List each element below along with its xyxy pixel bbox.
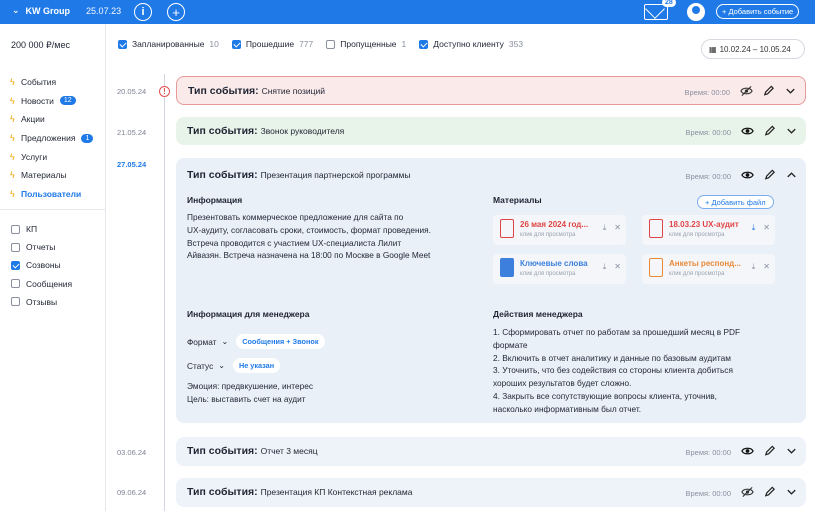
event-time: Время: 00:00 xyxy=(685,489,731,498)
checkbox[interactable] xyxy=(11,297,20,306)
sidebar-item-users[interactable]: ϟ Пользователи xyxy=(10,188,82,199)
bolt-icon: ϟ xyxy=(10,114,15,125)
pencil-icon[interactable] xyxy=(763,445,776,457)
filter-calls[interactable]: Созвоны xyxy=(11,256,72,274)
file-actions xyxy=(603,262,621,272)
manager-actions-list: 1. Сформировать отчет по работам за прошедший месяц в PDF формате 2. Включить в отчет аналитику и данные по базовым аудитам 3. Уточнить, что без содействия со стороны клиента добиться хороших результатов будет сложно. 4. Закрыть все сопутствующие вопросы клиента, уточнив, насколько информативным был отчет. xyxy=(493,327,741,414)
event-date: 09.06.24 xyxy=(117,488,147,497)
event-card[interactable] xyxy=(176,478,806,507)
price-label: 200 000 ₽/мес xyxy=(11,40,70,50)
event-time: Время: 00:00 xyxy=(685,128,731,137)
event-title: Тип события: Презентация партнерской программы xyxy=(187,169,411,181)
chevron-up-icon[interactable] xyxy=(785,169,798,181)
mail-badge: 28 xyxy=(662,0,676,7)
event-title: Тип события: Звонок руководителя xyxy=(187,125,345,137)
pencil-icon[interactable] xyxy=(763,486,776,498)
chevron-down-icon[interactable] xyxy=(785,125,798,137)
current-date: 25.07.23 xyxy=(86,5,122,16)
event-title: Тип события: Презентация КП Контекстная реклама xyxy=(187,486,413,498)
sidebar-item-events[interactable]: ϟ События xyxy=(10,77,57,88)
format-row: Формат ⌄ Сообщения + Звонок xyxy=(187,334,325,349)
avatar[interactable] xyxy=(687,3,705,21)
status-filters xyxy=(118,39,523,49)
pdf-file-icon xyxy=(500,219,514,238)
company-switcher[interactable] xyxy=(12,5,121,16)
timeline-line xyxy=(164,74,165,511)
sidebar xyxy=(0,24,106,511)
event-time: Время: 00:00 xyxy=(685,448,731,457)
bolt-icon: ϟ xyxy=(10,95,15,106)
top-bar xyxy=(0,0,815,24)
chevron-down-icon[interactable] xyxy=(785,486,798,498)
info-icon[interactable]: i xyxy=(134,3,152,21)
event-actions xyxy=(741,125,798,137)
sidebar-nav xyxy=(10,73,93,203)
checkbox[interactable] xyxy=(419,40,428,49)
checkbox[interactable] xyxy=(11,225,20,234)
event-date: 21.05.24 xyxy=(117,128,147,137)
filter-past[interactable]: Прошедшие 777 xyxy=(232,39,313,49)
bolt-icon: ϟ xyxy=(10,133,15,144)
filter-reviews[interactable]: Отзывы xyxy=(11,293,72,311)
event-title: Тип события: Отчет 3 месяц xyxy=(187,445,318,457)
eye-icon[interactable] xyxy=(741,125,754,137)
sidebar-item-materials[interactable]: ϟ Материалы xyxy=(10,170,67,181)
checkbox[interactable] xyxy=(118,40,127,49)
close-icon[interactable]: ✕ xyxy=(763,262,770,271)
eye-off-icon[interactable] xyxy=(741,486,754,498)
event-date: 03.06.24 xyxy=(117,448,147,457)
news-count-badge: 12 xyxy=(60,96,76,105)
filter-kp[interactable]: КП xyxy=(11,220,72,238)
bolt-icon: ϟ xyxy=(10,170,15,181)
event-card[interactable] xyxy=(176,76,806,105)
sidebar-item-promos[interactable]: ϟ Акции xyxy=(10,114,45,125)
add-file-button[interactable]: + Добавить файл xyxy=(697,195,774,209)
format-value[interactable]: Сообщения + Звонок xyxy=(236,334,324,349)
file-item[interactable]: 18.03.23 UX-аудит клик для просмотра ⤓ ✕ xyxy=(642,215,775,245)
checkbox[interactable] xyxy=(11,243,20,252)
checkbox[interactable] xyxy=(11,261,20,270)
event-date: 20.05.24 xyxy=(117,87,147,96)
file-item[interactable]: Ключевые слова клик для просмотра ⤓ ✕ xyxy=(493,254,626,284)
manager-info-title: Информация для менеджера xyxy=(187,309,310,319)
close-icon[interactable]: ✕ xyxy=(614,262,621,271)
checkbox[interactable] xyxy=(232,40,241,49)
manager-notes: Эмоция: предвкушение, интерес Цель: выставить счет на аудит xyxy=(187,381,313,404)
manager-actions-title: Действия менеджера xyxy=(493,309,583,319)
file-item[interactable]: Анкеты респонд... клик для просмотра ⤓ ✕ xyxy=(642,254,775,284)
pdf-file-icon xyxy=(649,219,663,238)
bolt-icon: ϟ xyxy=(10,151,15,162)
sidebar-item-news[interactable]: ϟ Новости 12 xyxy=(10,92,93,111)
file-actions xyxy=(752,223,770,233)
file-actions xyxy=(603,223,621,233)
materials-title: Материалы xyxy=(493,195,542,205)
filter-planned[interactable]: Запланированные 10 xyxy=(118,39,219,49)
event-actions xyxy=(741,486,798,498)
event-actions xyxy=(741,445,798,457)
add-event-button[interactable]: + Добавить событие xyxy=(716,4,799,19)
offers-count-badge: 1 xyxy=(81,134,93,143)
close-icon[interactable]: ✕ xyxy=(763,223,770,232)
filter-reports[interactable]: Отчеты xyxy=(11,238,72,256)
chevron-down-icon: ⌄ xyxy=(12,5,20,15)
event-actions xyxy=(740,85,797,97)
download-icon[interactable]: ⤓ xyxy=(751,223,756,232)
company-name: KW Group xyxy=(25,5,71,16)
bolt-icon: ϟ xyxy=(10,188,15,199)
doc-file-icon xyxy=(500,258,514,277)
filter-client-visible[interactable]: Доступно клиенту 353 xyxy=(419,39,523,49)
checkbox[interactable] xyxy=(326,40,335,49)
event-card[interactable] xyxy=(176,437,806,466)
chevron-down-icon[interactable] xyxy=(784,85,797,97)
sidebar-divider xyxy=(0,209,105,210)
code-file-icon xyxy=(649,258,663,277)
bolt-icon: ϟ xyxy=(10,77,15,88)
filter-missed[interactable]: Пропущенные 1 xyxy=(326,39,406,49)
event-time: Время: 00:00 xyxy=(684,88,730,97)
status-value[interactable]: Не указан xyxy=(233,358,280,373)
checkbox[interactable] xyxy=(11,279,20,288)
chevron-down-icon[interactable]: ⌄ xyxy=(221,337,229,346)
download-icon[interactable]: ⤓ xyxy=(751,262,756,271)
file-item[interactable]: 26 мая 2024 год... клик для просмотра ⤓ ✕ xyxy=(493,215,626,245)
sidebar-item-offers[interactable]: ϟ Предложения 1 xyxy=(10,129,93,148)
add-icon[interactable]: + xyxy=(167,3,185,21)
chevron-down-icon[interactable]: ⌄ xyxy=(218,361,225,370)
event-date: 27.05.24 xyxy=(117,160,147,169)
type-filters xyxy=(11,220,72,311)
pencil-icon[interactable] xyxy=(762,85,775,97)
status-row: Статус ⌄ Не указан xyxy=(187,358,280,373)
pencil-icon[interactable] xyxy=(763,125,776,137)
pencil-icon[interactable] xyxy=(763,169,776,181)
eye-icon[interactable] xyxy=(741,445,754,457)
eye-icon[interactable] xyxy=(741,169,754,181)
download-icon[interactable]: ⤓ xyxy=(602,262,607,271)
eye-off-icon[interactable] xyxy=(740,85,753,97)
alert-icon: ! xyxy=(159,86,170,97)
calendar-icon: ▦ xyxy=(709,44,717,54)
file-actions xyxy=(752,262,770,272)
download-icon[interactable]: ⤓ xyxy=(602,223,607,232)
info-text: Презентовать коммерческое предложение для сайта по UX-аудиту, согласовать сроки, стоимость, формат проведения. Встреча проводится с участием UX-специалиста Лилит Айвазян. Встреча назначена на 18:00 по Москве в Google Meet xyxy=(187,212,431,261)
chevron-down-icon[interactable] xyxy=(785,445,798,457)
sidebar-item-services[interactable]: ϟ Услуги xyxy=(10,151,48,162)
date-range-picker[interactable]: ▦ 10.02.24 – 10.05.24 xyxy=(701,39,805,59)
event-time: Время: 00:00 xyxy=(685,172,731,181)
close-icon[interactable]: ✕ xyxy=(614,223,621,232)
event-card[interactable] xyxy=(176,117,806,145)
info-title: Информация xyxy=(187,195,243,205)
filter-messages[interactable]: Сообщения xyxy=(11,275,72,293)
event-actions xyxy=(741,169,798,181)
event-title: Тип события: Снятие позиций xyxy=(188,85,325,97)
event-card-expanded[interactable] xyxy=(176,158,806,423)
